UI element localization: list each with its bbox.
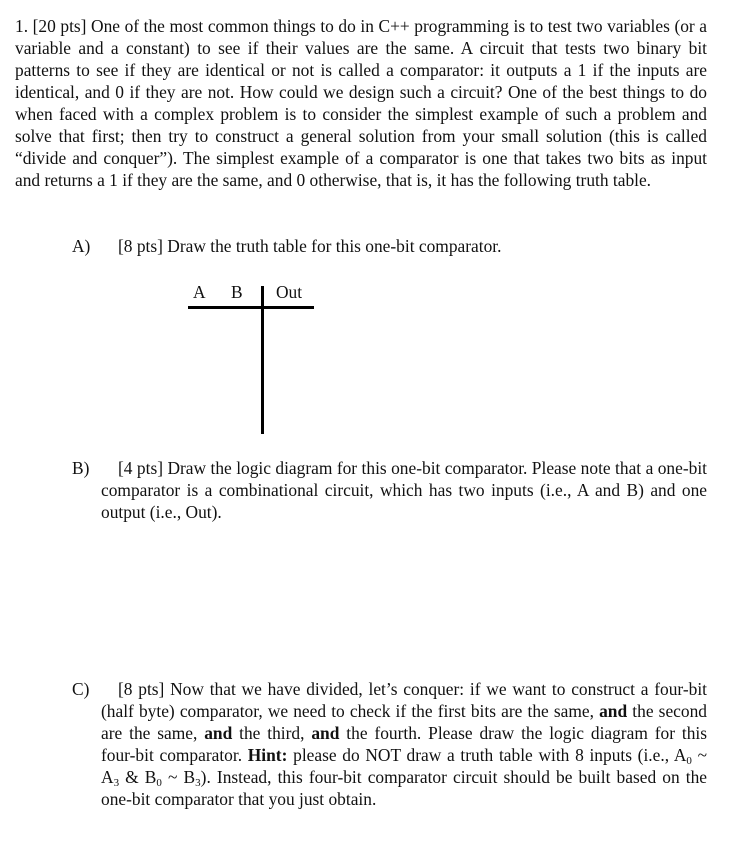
part-c-tilde-2: ~ B [161, 767, 196, 787]
part-c-text-5: please do NOT draw a truth table with 8 inputs (i.e., A [293, 745, 687, 765]
subscript-a3: 3 [113, 777, 120, 789]
subscript-a0: 0 [686, 755, 692, 767]
part-c-amp: & B [119, 767, 157, 787]
subscript-b0: 0 [156, 777, 162, 789]
truth-table-header-b: B [231, 282, 243, 302]
part-c-tilde-1: ~ A [101, 745, 707, 787]
question-points: [20 pts] [32, 16, 87, 36]
truth-table-vertical-rule [261, 286, 264, 434]
part-c-text-2: the second are the same, [101, 701, 707, 743]
question-number: 1. [15, 16, 29, 36]
question-1-text [15, 15, 707, 191]
truth-table-header-out: Out [276, 282, 303, 302]
part-b-text: [4 pts] Draw the logic diagram for this one-bit comparator. Please note that a one-bit comparator is a combinational circuit, which has two inputs (i.e., A and B) and one output (i.e., Out). [101, 458, 707, 522]
truth-table-horizontal-rule [188, 306, 314, 309]
part-c-text-6: ). Instead, this four-bit comparator circuit should be built based on the one-bit comparator that you just obtain. [101, 767, 707, 809]
part-c-and-2: and [204, 723, 233, 743]
part-c-hint-label: Hint: [247, 745, 288, 765]
part-a-label: A) [72, 236, 91, 256]
subscript-b3: 3 [195, 777, 201, 789]
truth-table-header-a: A [193, 282, 206, 302]
part-a-text: [8 pts] Draw the truth table for this one-bit comparator. [118, 236, 502, 256]
part-c-text [101, 678, 707, 810]
part-c-text-3: the third, [239, 723, 305, 743]
part-b-label: B) [72, 458, 90, 478]
part-c-label: C) [72, 679, 90, 699]
part-c-and-1: and [599, 701, 628, 721]
part-c-text-4: the fourth. Please draw the logic diagram for this four-bit comparator. [101, 723, 708, 765]
part-c-and-3: and [311, 723, 340, 743]
part-c-text-1: [8 pts] Now that we have divided, let’s conquer: if we want to construct a four-bit (half byte) comparator, we need to check if the first bits are the same, [101, 679, 707, 721]
question-body: One of the most common things to do in C++ programming is to test two variables (or a variable and a constant) to see if their values are the same. A circuit that tests two binary bit patterns to see if they are identical or not is called a comparator: it outputs a 1 if the inputs are identical, and 0 if they are not. How could we design such a circuit? One of the best things to do when faced with a complex problem is to consider the simplest example of such a problem and solve that first; then try to construct a general solution from your small solution (this is called “divide and conquer”). The simplest example of a comparator is one that takes two bits as input and returns a 1 if they are the same, and 0 otherwise, that is, it has the following truth table. [15, 16, 708, 190]
